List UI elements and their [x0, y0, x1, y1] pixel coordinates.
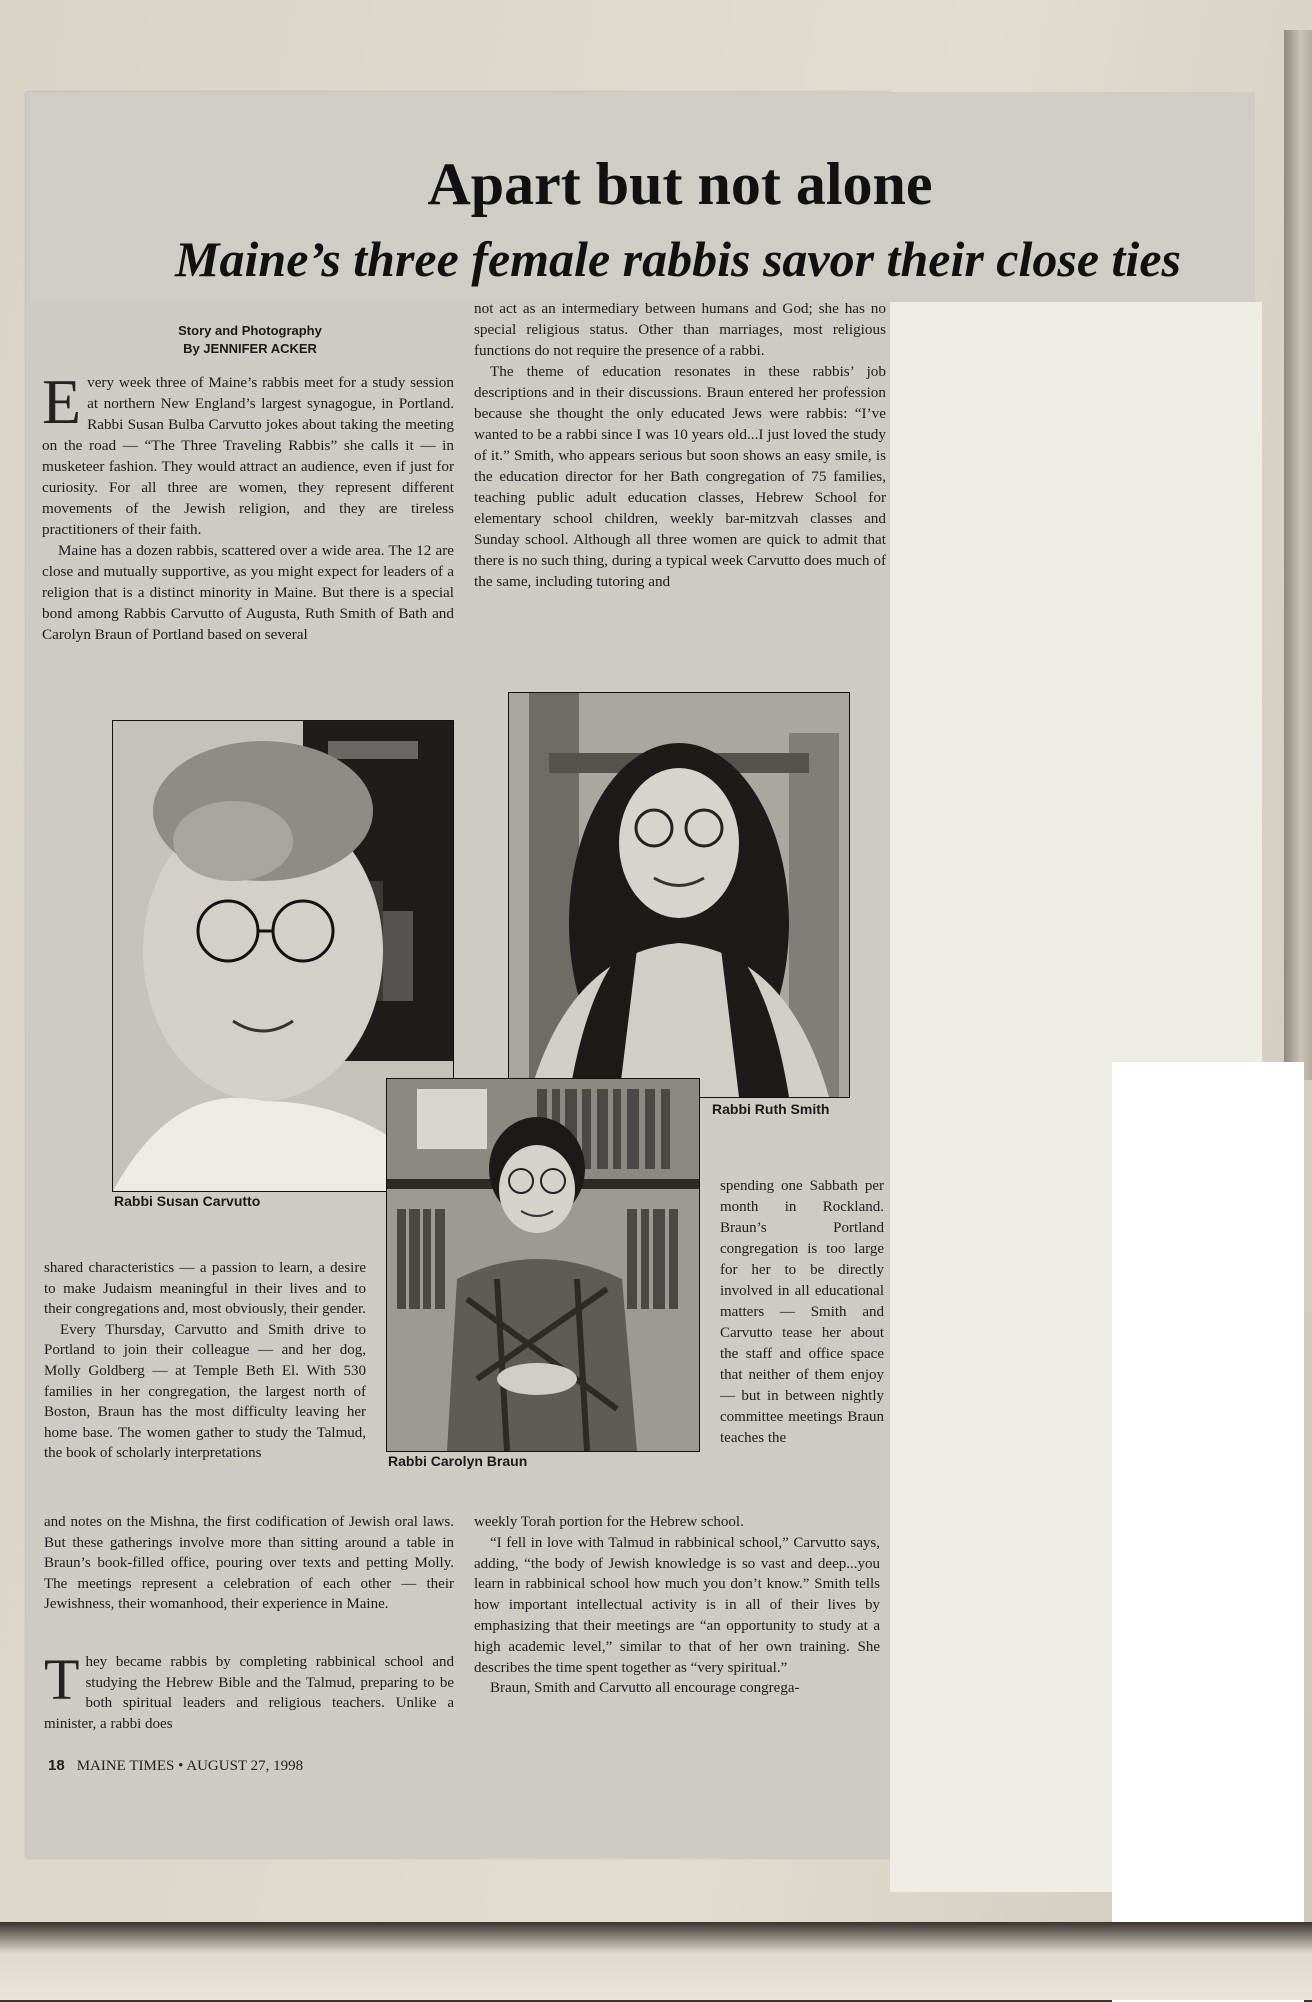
paragraph: They became rabbis by completing rabbinical school and studying the Hebrew Bible and the Talmud, preparing to be both spiritual leaders and religious teachers. Unlike a minister, a rabbi does [44, 1647, 454, 1732]
drop-cap: T [44, 1647, 80, 1712]
column-middle-bottom [474, 1512, 880, 1699]
paragraph: Every week three of Maine’s rabbis meet for a study session at northern New England’s largest synagogue, in Portland. Rabbi Susan Bulba Carvutto jokes about taking the meeting on the road — “The Three Traveling Rabbis” she calls it — in musketeer fashion. They would attract an audience, even if just for curiosity. For all three are women, they represent different movements of the Jewish religion, and they are tireless practitioners of their faith. [42, 366, 454, 538]
caption-smith: Rabbi Ruth Smith [712, 1101, 830, 1117]
column-right-narrow [720, 1176, 884, 1449]
page-footer [48, 1757, 303, 1775]
caption-carvutto: Rabbi Susan Carvutto [114, 1193, 261, 1209]
bottom-page-strip [0, 1922, 1312, 2000]
column-left-bottom-wide [44, 1512, 454, 1615]
paragraph: shared characteristics — a passion to learn, a desire to make Judaism meaningful in their lives and to their congregations and, most obviously, their gender. [44, 1260, 366, 1318]
paragraph: The theme of education resonates in these rabbis’ job descriptions and in their discussions. Braun entered her profession because she thought the only educated Jews were rabbis: “I’ve wanted to be a rabbi since I was 10 years old...I just loved the study of it.” Smith, who appears serious but soon shows an easy smile, is the education director for her Bath congregation of 75 families, teaching public adult education classes, Hebrew School for elementary school children, weekly bar-mitzvah classes and Sunday school. Although all three women are quick to admit that there is no such thing, during a typical week Carvutto does much of the same, including tutoring and [474, 363, 886, 590]
byline [40, 322, 460, 358]
page-number: 18 [48, 1757, 65, 1774]
paragraph: not act as an intermediary between humans and God; she has no special religious status. Other than marriages, most religious functions do not require the presence of a rabbi. [474, 300, 886, 359]
photo-carolyn-braun [386, 1078, 700, 1452]
paragraph: and notes on the Mishna, the first codification of Jewish oral laws. But these gatherings involve more than sitting around a table in Braun’s book-filled office, pouring over texts and petting Molly. The meetings represent a celebration of each other — their Jewishness, their womanhood, their experience in Maine. [44, 1514, 454, 1613]
blank-paper-overlay-2 [1112, 1062, 1304, 2002]
adjacent-page-edge [1284, 30, 1312, 1080]
paragraph: Every Thursday, Carvutto and Smith drive to Portland to join their colleague — and her dog, Molly Goldberg — at Temple Beth El. With 530 families in her congregation, the largest north of Boston, Braun has the most difficulty leaving her home base. The women gather to study the Talmud, the book of scholarly interpretations [44, 1321, 366, 1462]
paragraph: spending one Sabbath per month in Rockland. Braun’s Portland congregation is too large for her to be directly involved in all educational matters — Smith and Carvutto tease her about the staff and office space that neither of them enjoy — but in between nightly committee meetings Braun teaches the [720, 1178, 884, 1446]
paragraph: Maine has a dozen rabbis, scattered over a wide area. The 12 are close and mutually supportive, as you might expect for leaders of a religion that is a distinct minority in Maine. But there is a special bond among Rabbis Carvutto of Augusta, Ruth Smith of Bath and Carolyn Braun of Portland based on several [42, 542, 454, 643]
byline-credit: Story and Photography [178, 323, 322, 338]
column-left-bottom [44, 1258, 366, 1464]
publication-dateline: MAINE TIMES • AUGUST 27, 1998 [76, 1758, 304, 1774]
article-subhead: Maine’s three female rabbis savor their close ties [175, 231, 1181, 287]
photo-ruth-smith [508, 692, 850, 1098]
article-headline: Apart but not alone [427, 151, 933, 217]
paragraph: weekly Torah portion for the Hebrew school. [474, 1514, 744, 1530]
caption-braun: Rabbi Carolyn Braun [388, 1453, 528, 1469]
column-left-top [42, 366, 454, 645]
column-left-final [44, 1647, 454, 1734]
drop-cap: E [42, 366, 82, 437]
byline-author: By JENNIFER ACKER [183, 341, 317, 356]
column-middle-top [474, 298, 886, 592]
paragraph: Braun, Smith and Carvutto all encourage congrega- [490, 1680, 800, 1697]
paragraph: “I fell in love with Talmud in rabbinical school,” Carvutto says, adding, “the body of Jewish knowledge is so vast and deep...you learn in rabbinical school how much you don’t know.” Smith tells how important intellectual activity is in all of their lives by emphasizing that their meetings are “an opportunity to study at a high academic level,” similar to that of her own training. She describes the time spent together as “very spiritual.” [474, 1534, 880, 1676]
